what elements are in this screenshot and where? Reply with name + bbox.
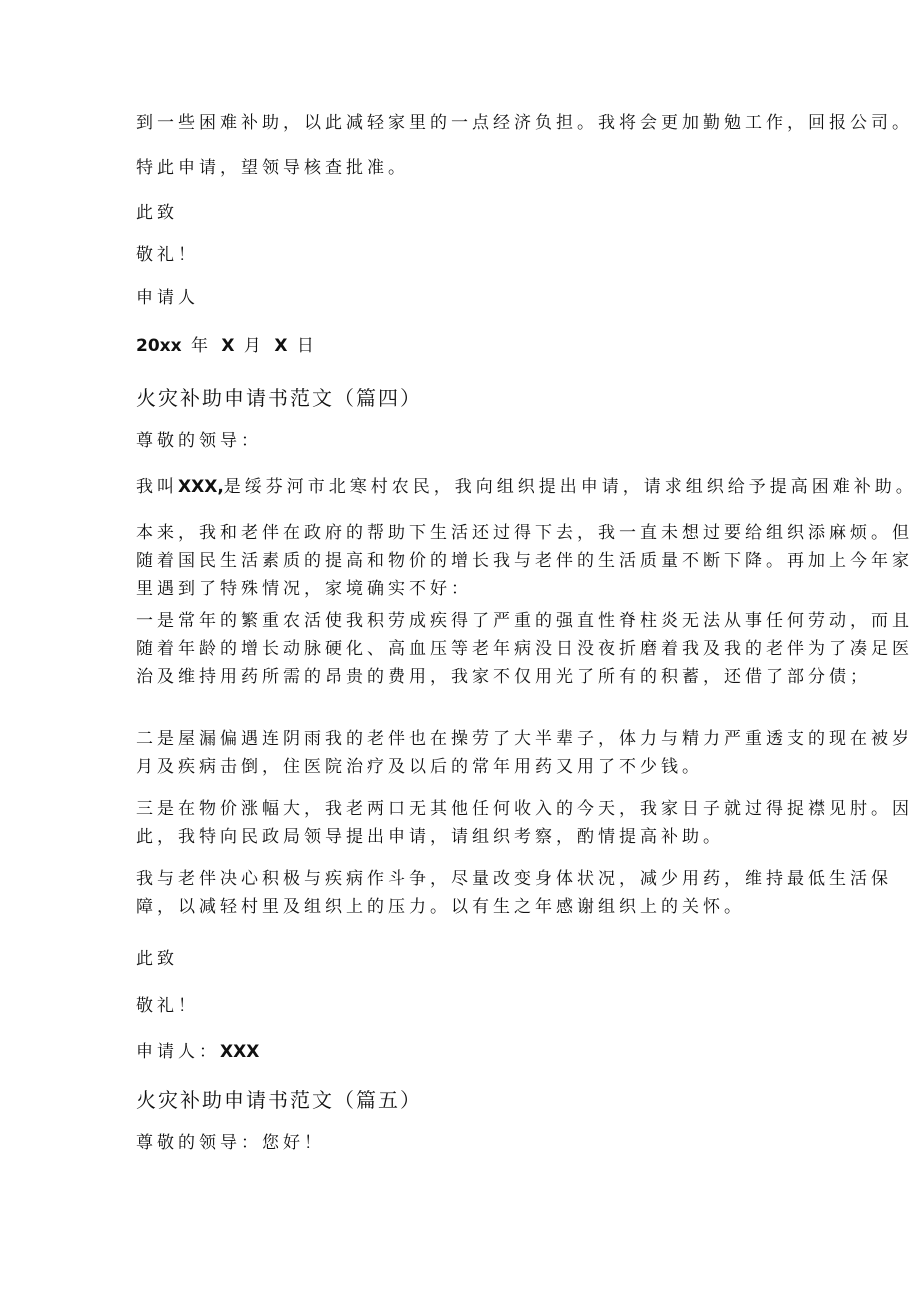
closing-line: 敬礼！ (136, 996, 199, 1016)
text-line: 此，我特向民政局领导提出申请，请组织考察，酌情提高补助。 (136, 827, 724, 847)
date-month-unit: 月 (243, 336, 265, 356)
applicant-name: XXX (220, 1042, 260, 1062)
date-line (136, 332, 318, 360)
salutation: 尊敬的领导：您好！ (136, 1133, 325, 1153)
text-line: 随着年龄的增长动脉硬化、高血压等老年病没日没夜折磨着我及我的老伴为了凑足医 (136, 639, 913, 659)
closing-line: 此致 (136, 949, 178, 969)
section-heading: 火灾补助申请书范文（篇五） (136, 1088, 422, 1112)
date-year: 20xx (136, 336, 182, 356)
date-day-unit: 日 (296, 336, 318, 356)
text-line: 我与老伴决心积极与疾病作斗争，尽量改变身体状况，减少用药，维持最低生活保 (136, 869, 892, 889)
paragraph (136, 795, 913, 851)
applicant-label: 申请人 (136, 288, 199, 308)
date-year-unit: 年 (191, 336, 212, 356)
text-line: 月及疾病击倒，住医院治疗及以后的常年用药又用了不少钱。 (136, 757, 703, 777)
salutation: 尊敬的领导： (136, 431, 262, 451)
text-line: 二是屋漏偏遇连阴雨我的老伴也在操劳了大半辈子，体力与精力严重透支的现在被岁 (136, 729, 913, 749)
intro-text: 是绥芬河市北寒村农民，我向组织提出申请，请求组织给予提高困难补助。 (223, 477, 917, 497)
paragraph (136, 865, 892, 921)
applicant-line (136, 1038, 259, 1066)
applicant-name: XXX, (178, 477, 224, 497)
text-line: 障，以减轻村里及组织上的压力。以有生之年感谢组织上的关怀。 (136, 897, 745, 917)
paragraph (136, 473, 917, 501)
applicant-label: 申请人： (136, 1042, 220, 1062)
text-line: 里遇到了特殊情况，家境确实不好： (136, 579, 472, 599)
closing-line: 此致 (136, 203, 178, 223)
paragraph: 特此申请，望领导核查批准。 (136, 158, 409, 178)
paragraph (136, 519, 913, 603)
section-heading: 火灾补助申请书范文（篇四） (136, 386, 422, 410)
paragraph (136, 725, 913, 781)
text-line: 随着国民生活素质的提高和物价的增长我与老伴的生活质量不断下降。再加上今年家 (136, 551, 913, 571)
date-month: X (221, 336, 235, 356)
paragraph (136, 607, 913, 691)
paragraph: 到一些困难补助，以此减轻家里的一点经济负担。我将会更加勤勉工作，回报公司。 (136, 113, 913, 133)
closing-line: 敬礼！ (136, 245, 199, 265)
text-line: 本来，我和老伴在政府的帮助下生活还过得下去，我一直未想过要给组织添麻烦。但 (136, 523, 913, 543)
text-line: 治及维持用药所需的昂贵的费用，我家不仅用光了所有的积蓄，还借了部分债； (136, 667, 871, 687)
text-line: 三是在物价涨幅大，我老两口无其他任何收入的今天，我家日子就过得捉襟见肘。因 (136, 799, 913, 819)
intro-text: 我叫 (136, 477, 178, 497)
date-day: X (274, 336, 288, 356)
text-line: 一是常年的繁重农活使我积劳成疾得了严重的强直性脊柱炎无法从事任何劳动，而且 (136, 611, 913, 631)
